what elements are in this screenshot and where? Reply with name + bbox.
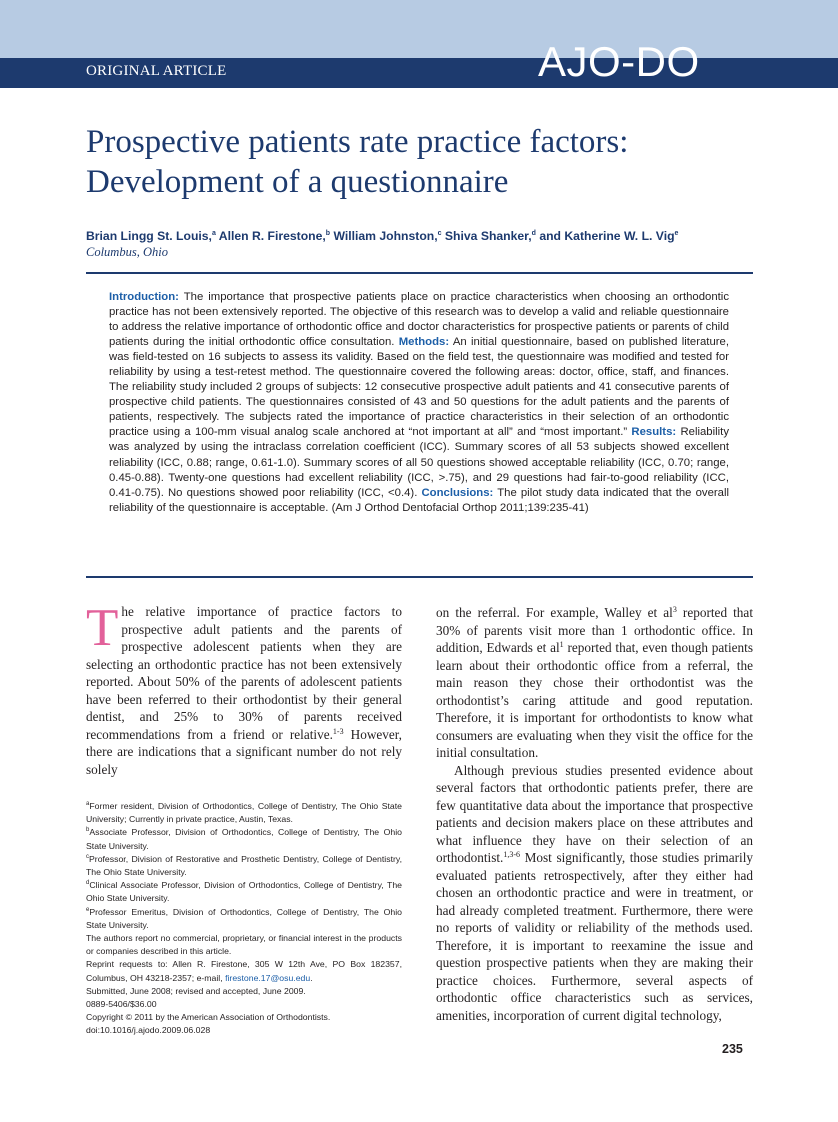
copyright: Copyright © 2011 by the American Association of Orthodontists.	[86, 1012, 331, 1023]
abstract-intro-heading: Introduction:	[109, 291, 179, 303]
footnote-marker: e	[86, 906, 90, 913]
title-line-2: Development of a questionnaire	[86, 164, 509, 200]
body-text: reported that, even though patients learn about their orthodontic office from a referral, the main reason they chose their orthodontist was the orthodontist’s caring attitude and good reputation. Therefore, it is important for orthodontists to know what consumers are evaluating when they visit the office for the initial consultation.	[436, 640, 753, 760]
issn-price: 0889-5406/$36.00	[86, 999, 157, 1010]
article-title	[86, 122, 766, 202]
author-name: Brian Lingg St. Louis,	[86, 229, 212, 243]
body-text: Most significantly, those studies primarily evaluated patients retrospectively, after they either had chosen an orthodontic practice and were in treatment, or had already completed treatment. Furthermore, there were no reports of validity or reliability of the methods used. Therefore, it is important to reexamine the issue and question prospective patients when they are making their practice choices. Furthermore, several aspects of orthodontic office characteristics such as services, amenities, incorporation of current digital technology,	[436, 850, 753, 1023]
citation: 1	[559, 640, 564, 649]
author-name: Allen R. Firestone,	[218, 229, 326, 243]
footnote-text: Professor, Division of Restorative and Prosthetic Dentistry, College of Dentistry, The Ohio State University.	[86, 853, 402, 878]
citation: 3	[672, 605, 677, 614]
author-affil-marker: b	[325, 230, 331, 237]
abstract-intro-text: The importance that prospective patients place on practice characteristics when choosing an orthodontic practice has not been extensively reported. The objective of this research was to develop a valid and reliable questionnaire to address the relative importance of orthodontic office and doctor characteristics for prospective patients or parents of child patients during the initial orthodontic office consultation.	[109, 291, 729, 349]
title-line-1: Prospective patients rate practice factors:	[86, 124, 629, 160]
body-column-right	[436, 604, 753, 1024]
drop-cap: T	[86, 599, 119, 657]
abstract-top-rule	[86, 272, 753, 274]
body-text: reported that 30% of parents visit more than 1 orthodontic office. In addition, Edwards et al	[436, 605, 753, 655]
abstract-results-text: Reliability was analyzed by using the intraclass correlation coefficient (ICC). Summary scores of all 53 subjects showed excellent reliability (ICC, 0.88; range, 0.61-1.0). Summary scores of all 50 questions showed acceptable reliability (ICC, 0.70; range, 0.45-0.88). Twenty-one questions had excellent reliability (ICC, >.75), and 29 questions had fair-to-good reliability (ICC, 0.41-0.75). No questions showed poor reliability (ICC, <0.4).	[109, 426, 729, 499]
footnote-marker: d	[86, 880, 90, 887]
abstract-results-heading: Results:	[631, 426, 677, 439]
footnote-c	[86, 853, 402, 879]
header-band-light	[0, 0, 838, 58]
footnote-b	[86, 826, 402, 852]
reprint-requests	[86, 958, 402, 984]
abstract-conclusions-heading: Conclusions:	[421, 486, 494, 499]
footnote-marker: a	[86, 801, 90, 807]
footnote-text: Former resident, Division of Orthodontics, College of Dentistry, The Ohio State University; Currently in private practice, Austin, Texas.	[86, 801, 402, 825]
body-text: he relative importance of practice factors to prospective adult patients and the parents of prospective adolescent patients when they are selecting an orthodontic practice has not been extensively reported. About 50% of the parents of adolescent patients have been referred to their orthodontist by their general dentist, and 25% to 30% of parents received recommendations from a friend or relative.	[86, 604, 402, 742]
footnote-text: Clinical Associate Professor, Division of Orthodontics, College of Dentistry, The Ohio State University.	[86, 880, 402, 904]
reprint-end: .	[310, 972, 313, 983]
body-text: Although previous studies presented evidence about several factors that orthodontic patients prefer, there are few quantitative data about the importance that prospective patients and decision makers place on these attributes and what influence they have on their selection of an orthodontist.	[436, 762, 753, 865]
author-affil-marker: a	[211, 230, 216, 237]
footnote-a	[86, 800, 402, 826]
footnotes	[86, 800, 402, 1038]
author-name: and Katherine W. L. Vig	[539, 229, 675, 243]
email-link[interactable]: firestone.17@osu.edu	[225, 972, 311, 983]
author-affil-marker: d	[531, 230, 536, 237]
body-column-left	[86, 599, 402, 778]
footnote-text: Associate Professor, Division of Orthodontics, College of Dentistry, The Ohio State University.	[86, 827, 402, 851]
footnote-e	[86, 906, 402, 932]
journal-logo: AJO-DO	[538, 38, 700, 85]
section-label: ORIGINAL ARTICLE	[86, 63, 227, 79]
footnote-marker: c	[86, 853, 89, 860]
author-affil-marker: c	[437, 230, 442, 237]
citation: 1-3	[332, 726, 344, 736]
body-text: on the referral. For example, Walley et al	[436, 605, 673, 620]
conflict-statement: The authors report no commercial, proprietary, or financial interest in the products or companies described in this article.	[86, 933, 402, 957]
footnote-marker: b	[86, 827, 90, 834]
abstract-bottom-rule	[86, 576, 753, 578]
citation: 1,3-6	[503, 850, 521, 859]
author-name: Shiva Shanker,	[444, 229, 532, 243]
abstract-conclusions-text: The pilot study data indicated that the overall reliability of the questionnaire is acceptable. (Am J Orthod Dentofacial Orthop 2011;139:235-41)	[109, 486, 730, 514]
author-list	[86, 229, 766, 243]
footnote-text: Professor Emeritus, Division of Orthodontics, College of Dentistry, The Ohio State University.	[86, 906, 402, 930]
abstract	[109, 290, 729, 516]
reprint-text: Reprint requests to: Allen R. Firestone, 305 W 12th Ave, PO Box 182357, Columbus, OH 43218-2357; e-mail,	[86, 959, 402, 983]
abstract-methods-heading: Methods:	[398, 336, 450, 349]
abstract-methods-text: An initial questionnaire, based on published literature, was field-tested on 16 subjects to assess its validity. Based on the field test, the questionnaire was modified and tested for reliability by using a test-retest method. The questionnaire covered the following areas: doctor, office, staff, and finances. The reliability study included 2 groups of subjects: 12 consecutive prospective adult patients and 41 consecutive parents of prospective child patients. The questionnaires consisted of 43 and 50 questions for the adult patients and the parents of patients, respectively. The subjects rated the importance of practice characteristics in their selection of an orthodontic practice using a 100-mm visual analog scale anchored at “not important at all” and “most important.”	[109, 336, 729, 439]
doi: doi:10.1016/j.ajodo.2009.06.028	[86, 1025, 211, 1036]
page-number: 235	[722, 1042, 743, 1056]
footnote-d	[86, 879, 402, 905]
author-name: William Johnston,	[333, 229, 438, 243]
submitted-info: Submitted, June 2008; revised and accepted, June 2009.	[86, 985, 306, 996]
author-affiliation: Columbus, Ohio	[86, 245, 168, 259]
author-affil-marker: e	[674, 230, 679, 237]
body-text: However, there are indications that a significant number do not rely solely	[86, 726, 402, 777]
